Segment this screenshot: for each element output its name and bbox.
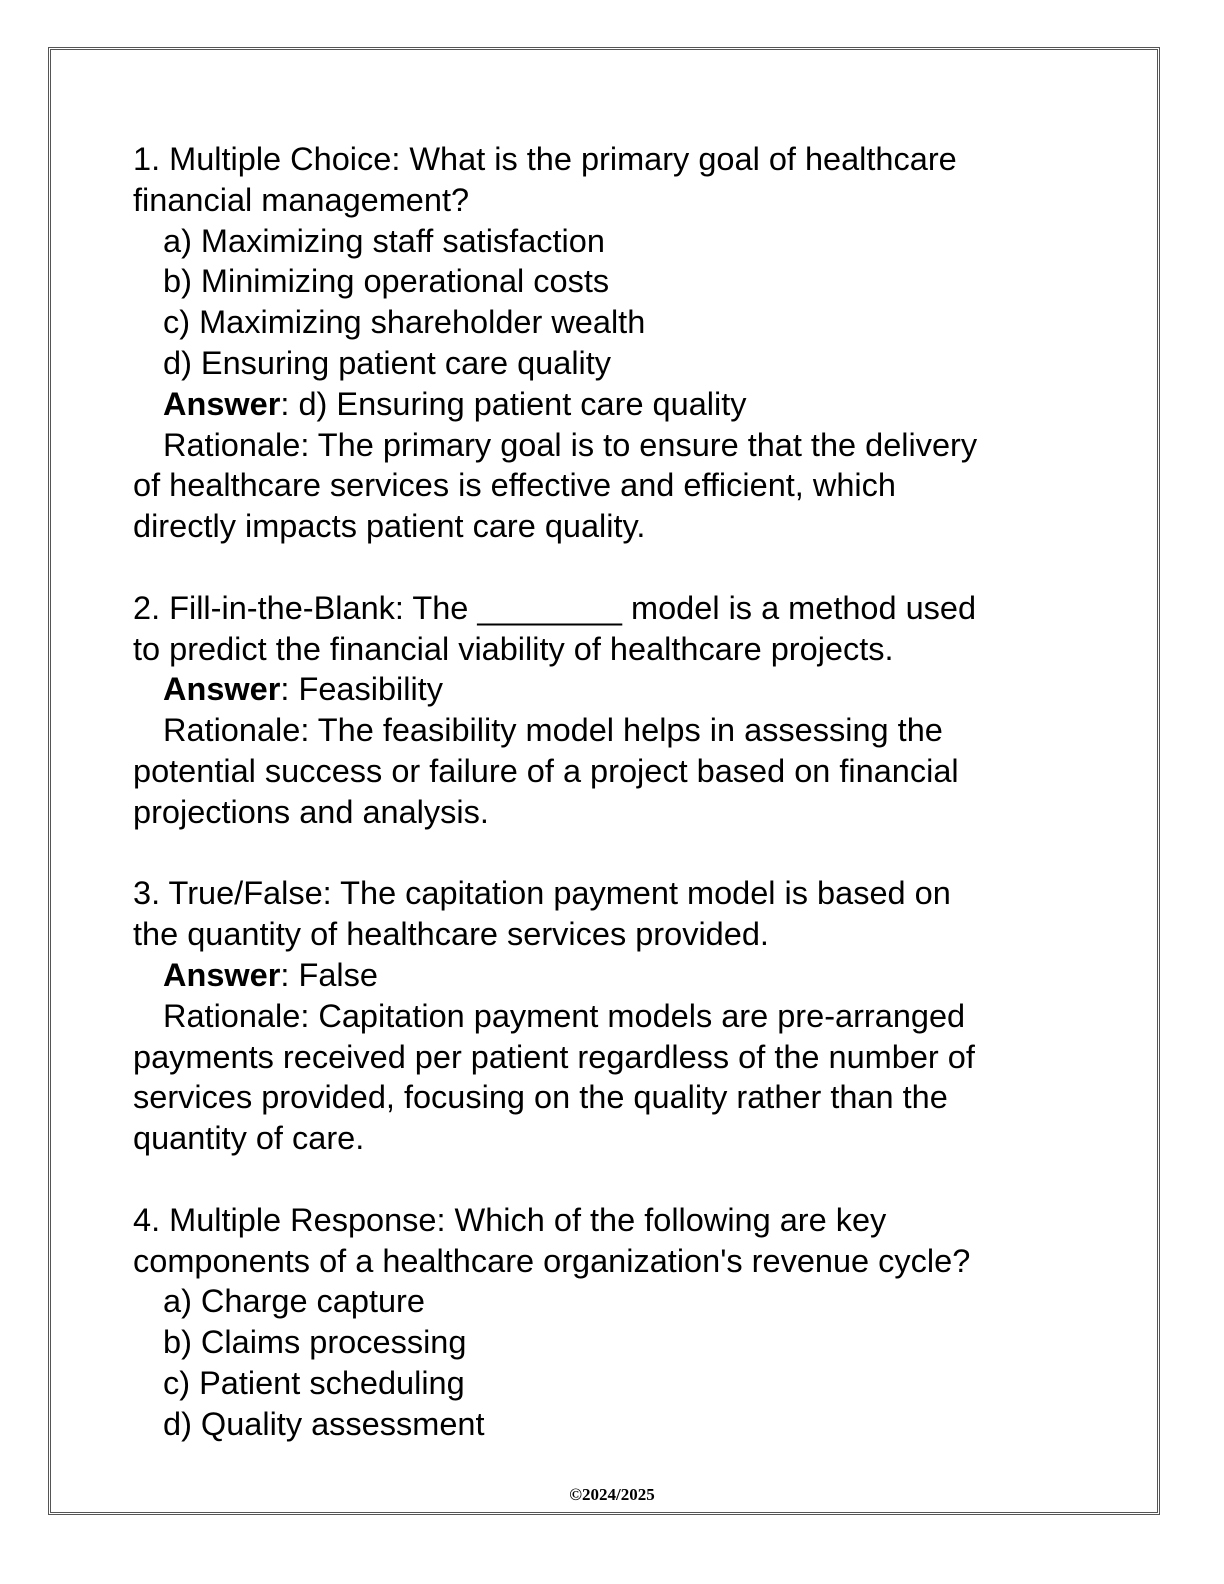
question-2: [133, 588, 1068, 833]
answer-value: : d) Ensuring patient care quality: [280, 385, 747, 422]
question-1-option-c: c) Maximizing shareholder wealth: [163, 304, 646, 341]
question-4-option-a: a) Charge capture: [163, 1283, 425, 1320]
question-2-stem-line-1: 2. Fill-in-the-Blank: The ________ model is a method used: [133, 589, 977, 626]
question-1-answer: [133, 384, 1068, 425]
copyright-footer: ©2024/2025: [569, 1485, 655, 1504]
spacer: [133, 1159, 1068, 1200]
question-3-rationale-line-4: quantity of care.: [133, 1120, 365, 1157]
question-3-rationale-line-1: Rationale: Capitation payment models are pre-arranged: [163, 997, 966, 1034]
question-2-rationale-line-3: projections and analysis.: [133, 793, 489, 830]
question-3-rationale-line-2: payments received per patient regardless of the number of: [133, 1038, 975, 1075]
question-1-stem-line-2: financial management?: [133, 181, 470, 218]
question-2-stem-line-2: to predict the financial viability of healthcare projects.: [133, 630, 894, 667]
question-1-option-a: a) Maximizing staff satisfaction: [163, 222, 605, 259]
question-1-option-b: b) Minimizing operational costs: [163, 263, 610, 300]
answer-label: Answer: [163, 956, 281, 993]
question-4-stem-line-1: 4. Multiple Response: Which of the following are key: [133, 1201, 887, 1238]
question-2-answer: [133, 669, 1068, 710]
question-1-rationale-line-1: Rationale: The primary goal is to ensure that the delivery: [163, 426, 978, 463]
question-2-rationale-line-1: Rationale: The feasibility model helps in assessing the: [163, 712, 943, 749]
question-4-option-c: c) Patient scheduling: [163, 1364, 465, 1401]
answer-value: : Feasibility: [280, 671, 443, 708]
question-1-stem-line-1: 1. Multiple Choice: What is the primary goal of healthcare: [133, 141, 957, 177]
question-3-stem-line-1: 3. True/False: The capitation payment model is based on: [133, 875, 951, 912]
question-2-rationale-line-2: potential success or failure of a project based on financial: [133, 752, 959, 789]
question-4-stem-line-2: components of a healthcare organization's revenue cycle?: [133, 1242, 971, 1279]
question-4-option-d: d) Quality assessment: [163, 1405, 485, 1442]
question-3-answer: [133, 955, 1068, 996]
question-3-rationale-line-3: services provided, focusing on the quality rather than the: [133, 1079, 948, 1116]
question-4-option-b: b) Claims processing: [163, 1324, 467, 1361]
answer-value: : False: [280, 956, 378, 993]
question-list: [133, 139, 1068, 1445]
question-3: [133, 873, 1068, 1159]
question-1-option-d: d) Ensuring patient care quality: [163, 344, 612, 381]
question-1-rationale-line-2: of healthcare services is effective and efficient, which: [133, 467, 896, 504]
answer-label: Answer: [163, 385, 281, 422]
question-4: [133, 1200, 1068, 1445]
spacer: [133, 833, 1068, 874]
spacer: [133, 547, 1068, 588]
question-1-rationale-line-3: directly impacts patient care quality.: [133, 508, 646, 545]
question-3-stem-line-2: the quantity of healthcare services provided.: [133, 916, 769, 953]
answer-label: Answer: [163, 671, 281, 708]
question-1: [133, 139, 1068, 547]
